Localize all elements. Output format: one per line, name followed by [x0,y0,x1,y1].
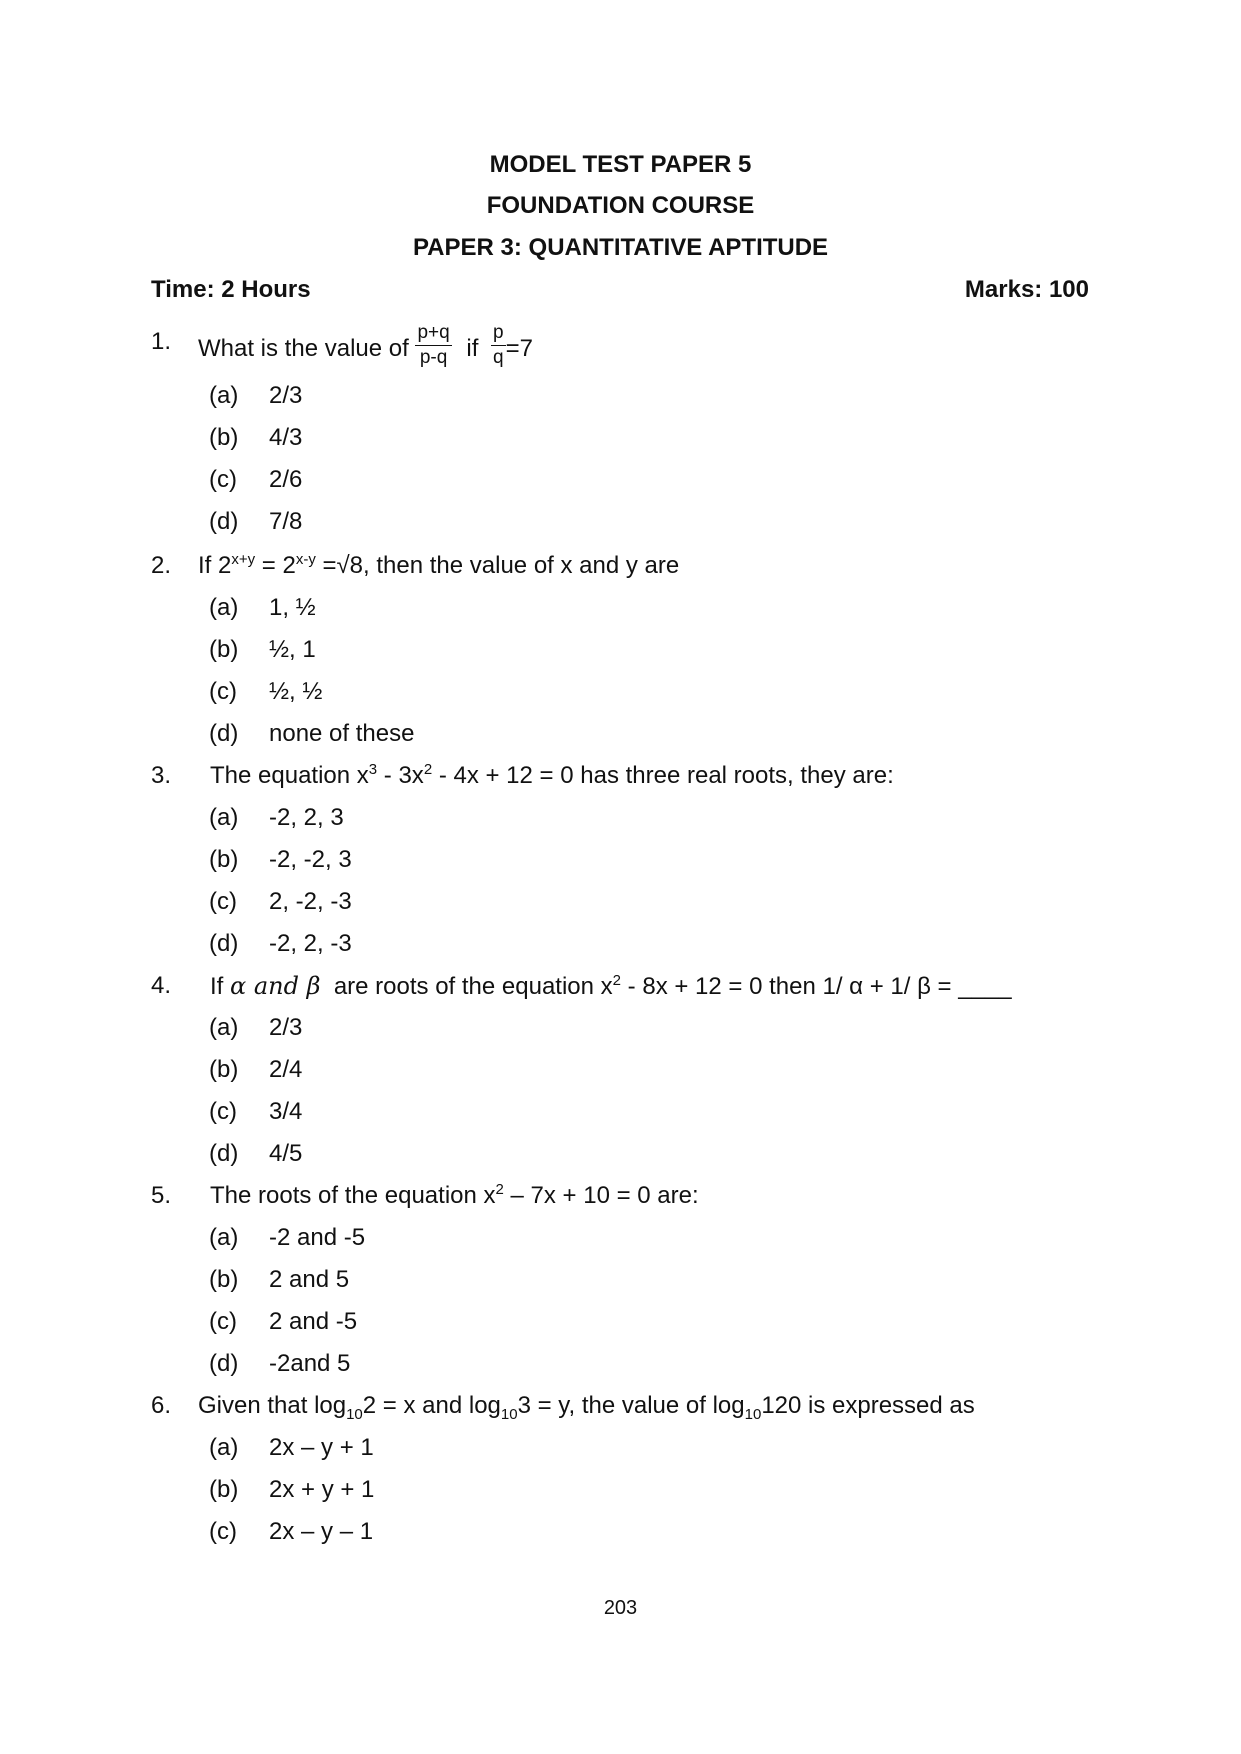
paper-subject: PAPER 3: QUANTITATIVE APTITUDE [412,234,829,261]
question-2 [151,551,1101,583]
question-text: If α and β are roots of the equation $x^2 - 8x + 12 = 0$ then 1/ α + 1/ β = ____ [210,972,1012,1000]
paper-title: MODEL TEST PAPER 5 [489,151,752,178]
question-5 [151,1181,1101,1213]
page-number: 203 [603,1597,638,1619]
marks-label: Marks: 100 [964,276,1089,303]
question-4 [151,971,1101,1003]
question-text: What is the value of $\frac{p+q}{p-q}$ if $\frac{p}{q}$ =7 [198,322,533,368]
question-6 [151,1391,1101,1423]
question-number: 4. [151,972,172,999]
fraction-pq: $\frac{p+q}{p-q}$ [417,322,450,368]
course-title: FOUNDATION COURSE [486,192,755,219]
question-1 [151,322,1101,371]
question-number: 5. [151,1182,172,1209]
exam-page: MODEL TEST PAPER 5 FOUNDATION COURSE PAPER 3: QUANTITATIVE APTITUDE Time: 2 Hours Marks: 100 1. What is the value of $\frac{p+q}{p-q}$ if $\frac{p}{q}$ =7 (a) 2/3 (b) 4/3 (c) 2/6 (d) 7/8 2. If $2^{x+y} = 2^{x-y} =√8$, then the value of x and y are (a) 1, ½ (b) ½, 1 (c) ½, ½ (d) none of these 3. The equation $x^3 - 3x^2 - 4x + 12 = 0$ has three real roots, they are: (a) -2, 2, 3 (b) -2, -2, 3 (c) 2, -2, -3 (d) -2, 2, -3 4. If α and β are roots of the equation $x^2 - 8x + 12 = 0$ then 1/ α + 1/ β = ____ (a) 2/3 (b) 2/4 (c) 3/4 (d) 4/5 5. The roots of the equation $x^2 - 7x + 10 = 0$ are: (a) -2 and -5 (b) 2 and 5 (c) 2 and -5 (d) -2and 5 6. Given that $\log_{10}2 = x$ and $\log_{10}3 = y$, the value of $\log_{10}120$ is expressed as (a) 2x – y + 1 (b) 2x + y + 1 (c) 2x – y – 1 203 [0,0,1241,1754]
question-text: If $2^{x+y} = 2^{x-y} =√8$, then the value of x and y are [198,551,680,579]
question-number: 2. [151,552,172,579]
question-text: The equation $x^3 - 3x^2 - 4x + 12 = 0$ has three real roots, they are: [210,761,894,789]
fraction-p-over-q: $\frac{p}{q}$ [493,322,504,368]
question-number: 1. [151,328,172,355]
question-3 [151,761,1101,793]
alpha-beta-math: α and β [230,972,321,1000]
time-label: Time: 2 Hours [151,276,311,303]
question-number: 6. [151,1392,172,1419]
question-text: The roots of the equation $x^2 - 7x + 10 = 0$ are: [210,1181,699,1209]
question-number: 3. [151,762,172,789]
question-text: Given that $\log_{10}2 = x$ and $\log_{10}3 = y$, the value of $\log_{10}120$ is expressed as [198,1392,975,1423]
